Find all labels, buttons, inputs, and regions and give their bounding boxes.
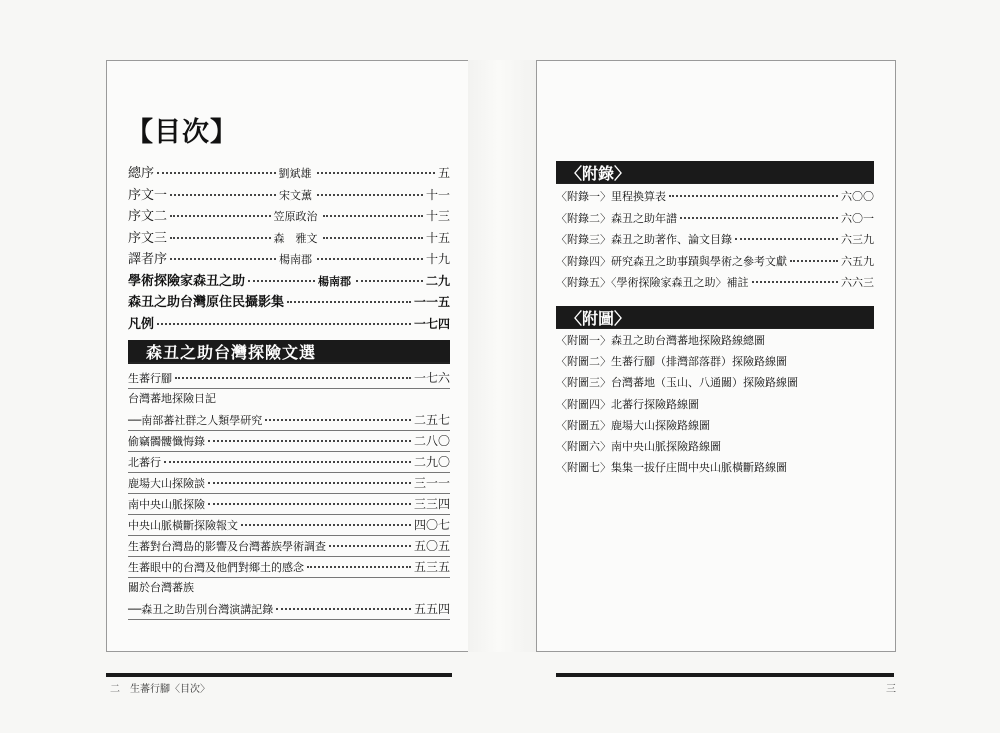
entry-page: 二八〇 xyxy=(413,434,450,448)
entry-page: 三三四 xyxy=(413,497,450,511)
entry-label: 譯者序 xyxy=(128,252,168,267)
appendix-banner: 〈附錄〉 xyxy=(556,161,874,183)
entry-label: 序文一 xyxy=(128,187,168,203)
right-footer: 三 xyxy=(886,684,896,695)
dot-leader xyxy=(317,172,435,174)
entry-label: 〈附錄二〉森丑之助年譜 xyxy=(556,211,677,225)
entry-label: ──森丑之助告別台灣演講記錄 xyxy=(128,603,274,616)
appendix-rule xyxy=(556,183,874,184)
dot-leader xyxy=(175,377,411,379)
map-entry xyxy=(556,417,874,437)
toc-entry xyxy=(128,162,450,182)
entry-label: 台灣蕃地探險日記 xyxy=(128,392,216,405)
toc-entry xyxy=(128,474,450,494)
toc-title: 【目次】 xyxy=(126,117,238,148)
entry-page: 六六三 xyxy=(841,276,874,289)
entry-author: 楊南郡 xyxy=(318,274,351,288)
entry-label: 中央山脈橫斷探險報文 xyxy=(128,519,238,532)
toc-entry xyxy=(128,516,450,536)
appendix-entry xyxy=(556,210,874,230)
entry-label: 序文二 xyxy=(128,209,168,224)
entry-label: 南中央山脈探險 xyxy=(128,498,205,511)
entry-author: 笠原政治 xyxy=(273,210,318,223)
entry-label: 學術探險家森丑之助 xyxy=(128,273,246,289)
dot-leader xyxy=(323,215,423,217)
dot-leader xyxy=(170,215,270,217)
toc-entry xyxy=(128,270,450,290)
toc-entry xyxy=(128,453,450,473)
entry-page: 五〇五 xyxy=(413,539,450,553)
toc-entry xyxy=(128,411,450,431)
map-entry xyxy=(556,332,874,352)
map-entry xyxy=(556,396,874,416)
toc-entry xyxy=(128,600,450,620)
dot-leader xyxy=(287,301,411,303)
dot-leader xyxy=(752,281,839,283)
toc-entry xyxy=(128,369,450,389)
dot-leader xyxy=(157,172,275,174)
entry-label: 生蕃對台灣島的影響及台灣蕃族學術調查 xyxy=(128,540,326,553)
entry-page: 十九 xyxy=(425,252,450,266)
entry-label: 〈附圖六〉南中央山脈探險路線圖 xyxy=(556,440,721,453)
entry-underline xyxy=(128,493,450,494)
entry-page: 五三五 xyxy=(413,560,450,574)
appendix-entry xyxy=(556,188,874,208)
entry-page: 二五七 xyxy=(413,413,450,427)
dot-leader xyxy=(248,280,315,282)
entry-underline xyxy=(128,556,450,557)
entry-page: 三一一 xyxy=(413,476,450,490)
entry-label: 〈附圖七〉集集一拔仔庄間中央山脈橫斷路線圖 xyxy=(556,461,787,475)
toc-entry xyxy=(128,205,450,225)
toc-entry xyxy=(128,432,450,452)
dot-leader xyxy=(170,194,276,196)
dot-leader xyxy=(317,258,423,260)
entry-page: 六三九 xyxy=(841,233,874,246)
entry-underline xyxy=(128,535,450,536)
dot-leader xyxy=(680,217,838,219)
map-entry xyxy=(556,353,874,373)
entry-label: 總序 xyxy=(128,166,155,181)
maps-rule xyxy=(556,328,874,329)
entry-label: 〈附圖四〉北蕃行探險路線圖 xyxy=(556,397,699,411)
entry-author: 森 雅文 xyxy=(273,231,318,245)
entry-page: 一一五 xyxy=(413,295,450,309)
entry-page: 五五四 xyxy=(413,602,450,616)
dot-leader xyxy=(265,419,411,421)
entry-page: 二九〇 xyxy=(413,455,450,469)
entry-underline xyxy=(128,619,450,620)
entry-label: 〈附圖二〉生蕃行腳（排灣部落群）探險路線圖 xyxy=(556,355,787,369)
entry-author: 楊南郡 xyxy=(279,253,312,266)
entry-page: 十五 xyxy=(425,230,450,245)
dot-leader xyxy=(208,440,411,442)
toc-entry xyxy=(128,558,450,578)
entry-label: 凡例 xyxy=(128,316,155,332)
entry-page: 十三 xyxy=(425,209,450,223)
entry-underline xyxy=(128,577,450,578)
entry-author: 宋文薰 xyxy=(279,188,312,202)
entry-label: 偷竊髑髏懺悔錄 xyxy=(128,435,205,448)
entry-underline xyxy=(128,514,450,515)
dot-leader xyxy=(208,482,411,484)
entry-underline xyxy=(128,430,450,431)
toc-entry xyxy=(128,579,450,599)
entry-page: 二九 xyxy=(425,273,450,288)
entry-label: 關於台灣蕃族 xyxy=(128,581,194,594)
entry-page: 六〇〇 xyxy=(841,190,874,203)
appendix-entry xyxy=(556,231,874,251)
entry-label: 〈附錄四〉研究森丑之助事蹟與學術之參考文獻 xyxy=(556,254,787,268)
book-gutter xyxy=(468,60,536,652)
entry-page: 五 xyxy=(437,166,450,180)
toc-entry xyxy=(128,390,450,410)
dot-leader xyxy=(669,195,838,197)
section-banner: 森丑之助台灣探險文選 xyxy=(128,340,450,362)
dot-leader xyxy=(164,461,411,463)
entry-label: 生蕃行腳 xyxy=(128,372,172,385)
map-entry xyxy=(556,459,874,479)
dot-leader xyxy=(170,237,270,239)
appendix-entry xyxy=(556,274,874,294)
entry-underline xyxy=(128,472,450,473)
entry-label: ──南部蕃社群之人類學研究 xyxy=(128,414,263,427)
dot-leader xyxy=(323,237,423,239)
dot-leader xyxy=(329,545,411,547)
entry-underline xyxy=(128,451,450,452)
maps-banner: 〈附圖〉 xyxy=(556,306,874,328)
toc-entry xyxy=(128,495,450,515)
entry-label: 〈附圖一〉森丑之助台灣蕃地探險路線總圖 xyxy=(556,334,765,347)
toc-entry xyxy=(128,291,450,311)
dot-leader xyxy=(356,280,423,282)
dot-leader xyxy=(208,503,411,505)
dot-leader xyxy=(157,323,411,325)
entry-label: 鹿場大山探險談 xyxy=(128,477,205,490)
entry-page: 十一 xyxy=(425,187,450,202)
entry-page: 四〇七 xyxy=(413,518,450,532)
map-entry xyxy=(556,438,874,458)
entry-label: 北蕃行 xyxy=(128,456,161,469)
map-entry xyxy=(556,374,874,394)
entry-label: 〈附圖三〉台灣蕃地（玉山、八通關）探險路線圖 xyxy=(556,376,798,390)
toc-entry xyxy=(128,313,450,333)
toc-entry xyxy=(128,184,450,204)
entry-label: 〈附錄三〉森丑之助著作、論文目錄 xyxy=(556,233,732,246)
section-rule xyxy=(128,362,450,364)
dot-leader xyxy=(307,566,411,568)
toc-entry xyxy=(128,537,450,557)
dot-leader xyxy=(241,524,411,526)
toc-entry xyxy=(128,248,450,268)
entry-underline xyxy=(128,388,450,389)
dot-leader xyxy=(276,608,411,610)
entry-page: 一七四 xyxy=(413,316,450,331)
entry-label: 〈附錄五〉〈學術探險家森丑之助〉補註 xyxy=(556,276,749,289)
appendix-entry xyxy=(556,253,874,273)
right-footer-bar xyxy=(556,673,894,677)
entry-label: 〈附圖五〉鹿場大山探險路線圖 xyxy=(556,418,710,432)
entry-page: 六〇一 xyxy=(841,211,874,225)
dot-leader xyxy=(735,238,838,240)
left-footer-bar xyxy=(106,673,452,677)
entry-author: 劉斌雄 xyxy=(278,167,312,180)
entry-label: 生蕃眼中的台灣及他們對鄉土的感念 xyxy=(128,561,304,574)
left-footer: 二 生蕃行腳〈目次〉 xyxy=(110,684,210,695)
entry-label: 森丑之助台灣原住民攝影集 xyxy=(128,295,285,310)
dot-leader xyxy=(790,260,838,262)
dot-leader xyxy=(170,258,276,260)
entry-page: 一七六 xyxy=(413,371,450,385)
entry-page: 六五九 xyxy=(841,254,874,268)
toc-entry xyxy=(128,227,450,247)
entry-label: 〈附錄一〉里程換算表 xyxy=(556,190,666,203)
entry-label: 序文三 xyxy=(128,230,168,246)
dot-leader xyxy=(317,194,423,196)
